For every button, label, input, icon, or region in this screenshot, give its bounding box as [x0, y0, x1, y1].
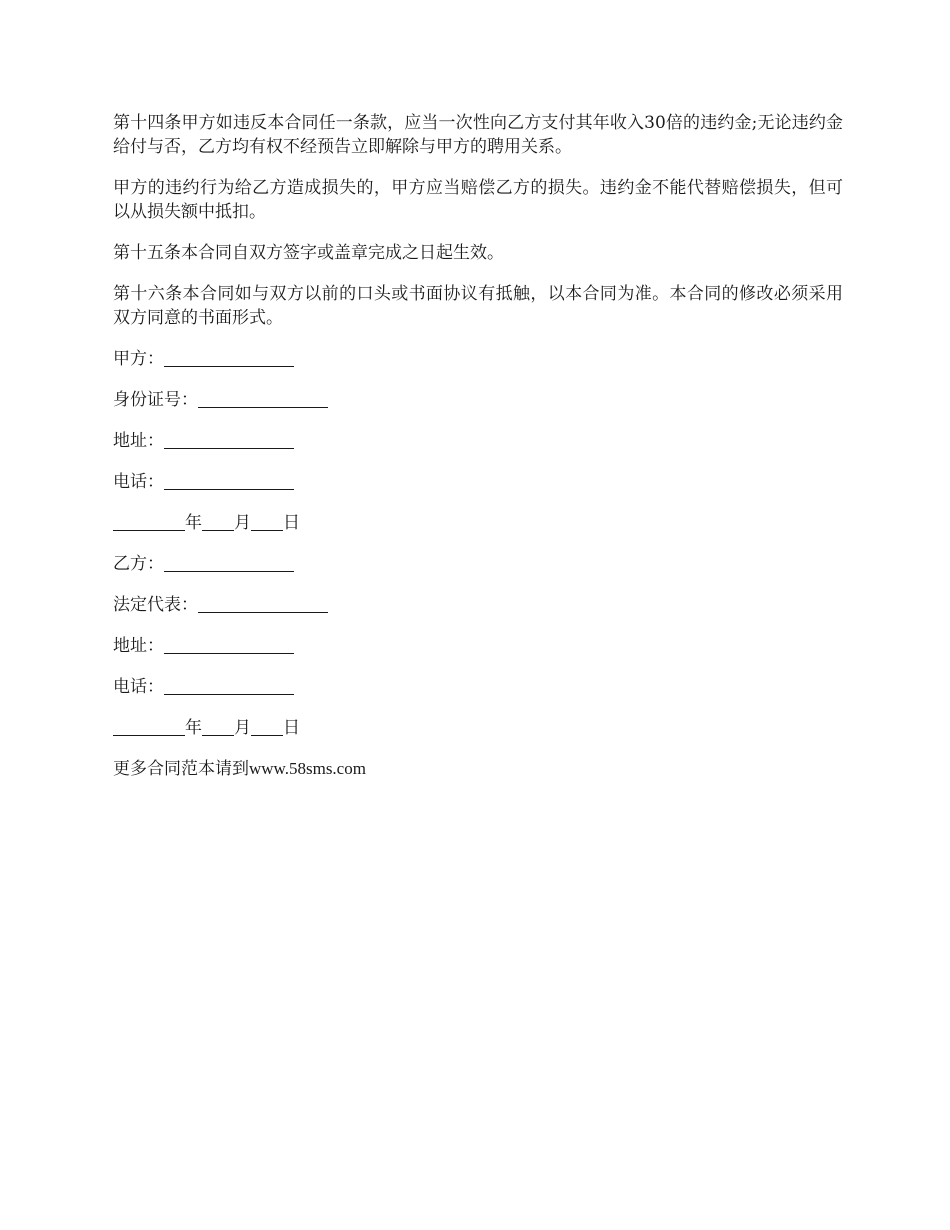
party-a-address-blank [164, 430, 294, 449]
party-a-id-row [113, 388, 843, 412]
party-a-phone-label: 电话： [113, 472, 164, 492]
party-b-date-row [113, 716, 843, 740]
party-b-day-blank [251, 717, 283, 736]
party-b-month-label: 月 [234, 718, 251, 738]
party-b-year-blank [113, 717, 185, 736]
footer-link[interactable]: www.58sms.com [249, 759, 366, 778]
footer-row [113, 757, 843, 781]
clause-14: 第十四条甲方如违反本合同任一条款，应当一次性向乙方支付其年收入30倍的违约金;无论违约金给付与否，乙方均有权不经预告立即解除与甲方的聘用关系。 [113, 113, 843, 157]
party-a-year-label: 年 [185, 513, 202, 533]
party-a-address-label: 地址： [113, 431, 164, 451]
party-b-address-blank [164, 635, 294, 654]
party-a-day-label: 日 [283, 513, 300, 533]
party-b-rep-blank [198, 594, 328, 613]
party-a-month-label: 月 [234, 513, 251, 533]
party-a-phone-row [113, 470, 843, 494]
party-a-address-row [113, 429, 843, 453]
party-b-address-row [113, 634, 843, 658]
party-b-address-label: 地址： [113, 636, 164, 656]
party-a-name-row [113, 347, 843, 371]
party-a-id-blank [198, 389, 328, 408]
clause-16: 第十六条本合同如与双方以前的口头或书面协议有抵触，以本合同为准。本合同的修改必须采用双方同意的书面形式。 [113, 284, 843, 328]
party-b-name-row [113, 552, 843, 576]
clause-14-damages: 甲方的违约行为给乙方造成损失的，甲方应当赔偿乙方的损失。违约金不能代替赔偿损失，但可以从损失额中抵扣。 [113, 178, 843, 222]
party-a-month-blank [202, 512, 234, 531]
party-a-name-blank [164, 348, 294, 367]
footer-text: 更多合同范本请到 [113, 759, 249, 779]
party-a-date-row [113, 511, 843, 535]
party-b-name-blank [164, 553, 294, 572]
party-a-phone-blank [164, 471, 294, 490]
party-b-phone-label: 电话： [113, 677, 164, 697]
party-b-month-blank [202, 717, 234, 736]
party-b-year-label: 年 [185, 718, 202, 738]
party-a-id-label: 身份证号： [113, 390, 198, 410]
party-b-phone-blank [164, 676, 294, 695]
party-b-rep-row [113, 593, 843, 617]
document-page [113, 111, 843, 798]
party-b-rep-label: 法定代表： [113, 595, 198, 615]
clause-15: 第十五条本合同自双方签字或盖章完成之日起生效。 [113, 243, 504, 263]
party-a-year-blank [113, 512, 185, 531]
party-b-day-label: 日 [283, 718, 300, 738]
party-a-day-blank [251, 512, 283, 531]
party-b-name-label: 乙方： [113, 554, 164, 574]
party-a-name-label: 甲方： [113, 349, 164, 369]
party-b-phone-row [113, 675, 843, 699]
